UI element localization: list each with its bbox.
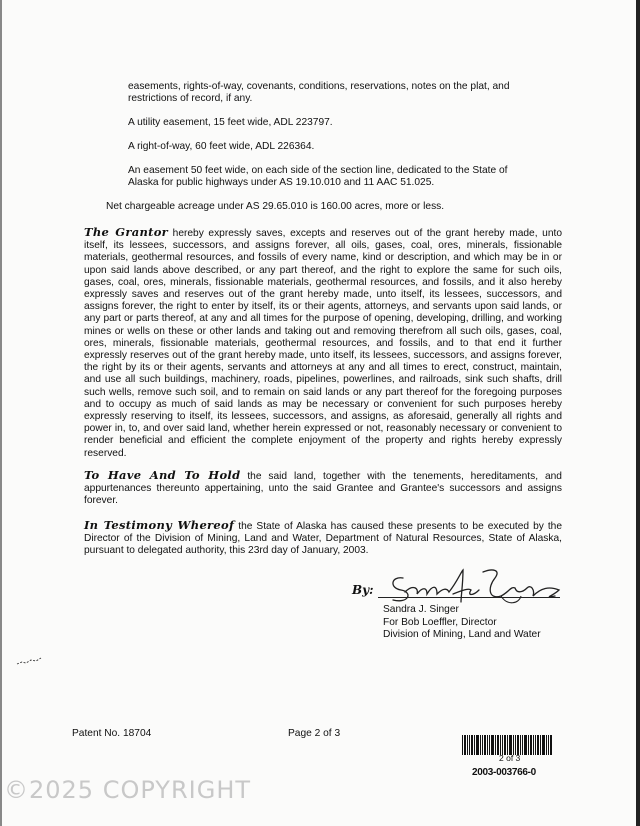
signature-block: [383, 604, 541, 642]
by-label: By:: [352, 583, 374, 597]
copyright-watermark: ©2025 COPYRIGHT: [4, 776, 252, 804]
utility-easement: A utility easement, 15 feet wide, ADL 223797.: [128, 117, 333, 128]
testimony-clause: [84, 519, 562, 558]
grantor-heading: The Grantor: [84, 225, 169, 239]
testimony-heading: In Testimony Whereof: [84, 518, 235, 532]
habendum-text: the said land, together with the tenements, hereditaments, and appurtenances thereunto appertaining, unto the said Grantee and Grantee's successors and assigns forever.: [84, 471, 562, 507]
scan-edge-left: [0, 0, 2, 826]
document-number: 2003-003766-0: [472, 767, 536, 778]
patent-number: Patent No. 18704: [72, 728, 152, 739]
barcode-page-label: 2 of 3: [499, 753, 521, 763]
grantor-reservation: [84, 226, 562, 460]
habendum-heading: To Have And To Hold: [84, 468, 241, 482]
signature-line: [378, 597, 560, 598]
scan-edge-right: [636, 0, 640, 826]
handwritten-signature: [383, 566, 573, 608]
barcode-image: [462, 735, 552, 755]
habendum-clause: [84, 469, 562, 508]
signer-name: Sandra J. Singer: [383, 604, 459, 615]
testimony-text: the State of Alaska has caused these presents to be executed by the Director of the Division of Mining, Land and Water, Department of Natural Resources, State of Alaska, pursuant to delegated authority, this 23rd day of January, 2003.: [84, 521, 562, 557]
acreage-statement: Net chargeable acreage under AS 29.65.010 is 160.00 acres, more or less.: [106, 201, 445, 212]
page-number: Page 2 of 3: [288, 728, 341, 739]
section-line-easement: An easement 50 feet wide, on each side of the section line, dedicated to the State of Alaska for public highways under AS 19.10.010 and 11 AAC 51.025.: [128, 165, 508, 189]
reservations-paragraph: easements, rights-of-way, covenants, conditions, reservations, notes on the plat, and restrictions of record, if any.: [128, 81, 510, 105]
signer-division: Division of Mining, Land and Water: [383, 629, 541, 641]
signer-for-line: For Bob Loeffler, Director: [383, 616, 497, 628]
stray-pen-mark: [16, 656, 42, 666]
right-of-way: A right-of-way, 60 feet wide, ADL 226364.: [128, 141, 315, 152]
grantor-text: hereby expressly saves, excepts and reserves out of the grant hereby made, unto itself, its lessees, successors, and assigns forever, all oils, gases, coal, ores, minerals, fissionable materials, geothermal resources, and fossils of every name, kind or description, and which may be in or upon said lands above described, or any part thereof, and the right to explore the same for such oils, gases, coal, ores, minerals, fissionable materials, geothermal resources, and fossils, and it also hereby expressly saves and reserves out of the grant hereby made, unto itself, its lessees, successors, and assigns forever, the right to enter by itself, its or their agents, attorneys, and servants upon said lands, or any part or parts thereof, at any and all times for the purpose of opening, developing, drilling, and working mines or wells on these or other lands and taking out and removing therefrom all such oils, gases, coal, ores, minerals, fissionable materials, geothermal resources, and fossils, and to that end it further expressly reserves out of the grant hereby made, unto itself, its lessees, successors, and assigns forever, the right by its or their agents, servants and attorneys at any and all times to erect, construct, maintain, and use all such buildings, machinery, roads, pipelines, powerlines, and railroads, sink such shafts, drill such wells, remove such soil, and to remain on said lands or any part thereof for the foregoing purposes and to occupy as much of said lands as may be necessary or convenient for such purposes hereby expressly reserving to itself, its lessees, successors, and assigns, as aforesaid, generally all rights and power in, to, and over said land, whether herein expressed or not, reasonably necessary or convenient to render beneficial and efficient the complete enjoyment of the property and rights hereby expressly reserved.: [84, 228, 562, 459]
